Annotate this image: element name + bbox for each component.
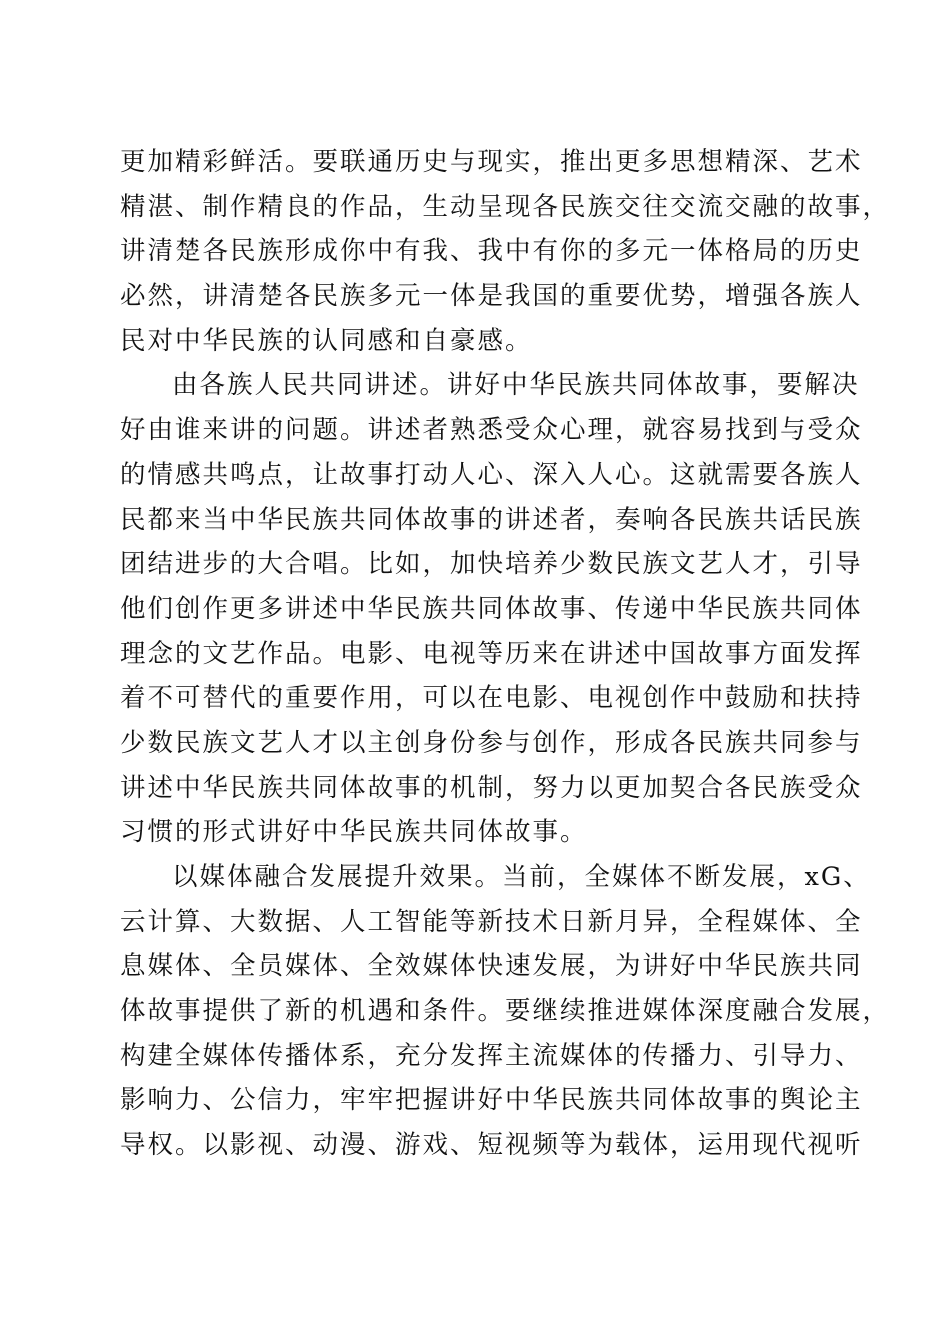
text-line: 以媒体融合发展提升效果。当前，全媒体不断发展，xG、 xyxy=(172,862,871,892)
text-line: 理念的文艺作品。电影、电视等历来在讲述中国故事方面发挥 xyxy=(120,638,863,669)
text-line: 息媒体、全员媒体、全效媒体快速发展，为讲好中华民族共同 xyxy=(120,951,863,982)
text-line: 更加精彩鲜活。要联通历史与现实，推出更多思想精深、艺术 xyxy=(120,147,863,177)
text-line: 导权。以影视、动漫、游戏、短视频等为载体，运用现代视听 xyxy=(120,1130,863,1161)
text-line: 好由谁来讲的问题。讲述者熟悉受众心理，就容易找到与受众 xyxy=(120,415,863,446)
paragraph-2 xyxy=(120,363,863,855)
text-line: 精湛、制作精良的作品，生动呈现各民族交往交流交融的故事， xyxy=(120,191,891,222)
text-line: 由各族人民共同讲述。讲好中华民族共同体故事，要解决 xyxy=(172,370,860,401)
text-line: 构建全媒体传播体系，充分发挥主流媒体的传播力、引导力、 xyxy=(120,1040,863,1071)
text-line: 讲述中华民族共同体故事的机制，努力以更加契合各民族受众 xyxy=(120,772,863,803)
text-line: 少数民族文艺人才以主创身份参与创作，形成各民族共同参与 xyxy=(120,727,863,758)
paragraph-3 xyxy=(120,855,891,1168)
text-line: 的情感共鸣点，让故事打动人心、深入人心。这就需要各族人 xyxy=(120,459,863,490)
text-line: 民都来当中华民族共同体故事的讲述者，奏响各民族共话民族 xyxy=(120,504,863,535)
text-line: 影响力、公信力，牢牢把握讲好中华民族共同体故事的舆论主 xyxy=(120,1085,863,1116)
text-line: 习惯的形式讲好中华民族共同体故事。 xyxy=(120,817,588,848)
text-line: 云计算、大数据、人工智能等新技术日新月异，全程媒体、全 xyxy=(120,906,863,937)
text-line: 着不可替代的重要作用，可以在电影、电视创作中鼓励和扶持 xyxy=(120,683,863,714)
text-line: 民对中华民族的认同感和自豪感。 xyxy=(120,325,533,356)
paragraph-1 xyxy=(120,140,891,363)
text-line: 团结进步的大合唱。比如，加快培养少数民族文艺人才，引导 xyxy=(120,549,863,580)
text-line: 他们创作更多讲述中华民族共同体故事、传递中华民族共同体 xyxy=(120,593,863,624)
text-line: 讲清楚各民族形成你中有我、我中有你的多元一体格局的历史 xyxy=(120,236,863,267)
text-line: 体故事提供了新的机遇和条件。要继续推进媒体深度融合发展， xyxy=(120,996,891,1027)
text-line: 必然，讲清楚各民族多元一体是我国的重要优势，增强各族人 xyxy=(120,281,863,312)
body-text xyxy=(120,140,891,1168)
